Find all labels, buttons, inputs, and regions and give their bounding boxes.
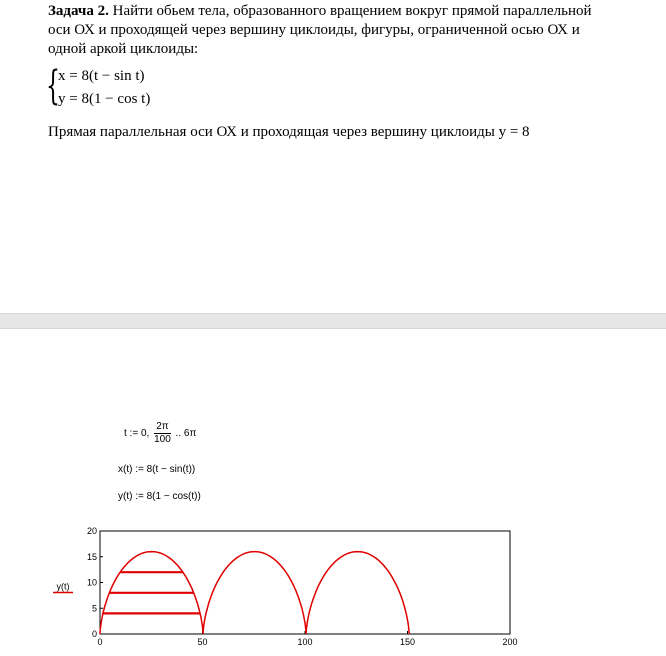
system-brace: { [46, 63, 60, 109]
task-statement [48, 2, 608, 59]
document-page-top [0, 0, 666, 313]
y-tick-label: 15 [86, 551, 97, 562]
x-definition: x(t) := 8(t − sin(t)) [118, 464, 196, 475]
y-tick-label: 0 [91, 629, 97, 639]
page-break [0, 313, 666, 329]
y-tick-label: 5 [91, 603, 97, 614]
range-definition [124, 421, 196, 455]
equation-x: x = 8(t − sin t) [58, 68, 145, 84]
equation-y: y = 8(1 − cos t) [58, 91, 151, 107]
task-label: Задача 2. [48, 3, 109, 19]
y-tick-label: 20 [86, 527, 97, 536]
range-prefix: t := 0, [124, 428, 150, 439]
x-tick-label: 100 [297, 637, 313, 647]
range-suffix: .. 6π [175, 428, 197, 439]
y-tick-label: 10 [86, 577, 97, 588]
x-tick-label: 200 [502, 637, 518, 647]
range-step-fraction [154, 421, 171, 446]
y-axis-label: y(t) [56, 581, 70, 592]
x-tick-label: 150 [399, 637, 416, 647]
document-page-bottom [0, 329, 666, 651]
plot-frame [100, 531, 510, 634]
x-tick-label: 0 [97, 637, 103, 647]
plot-svg [48, 527, 528, 651]
range-step-denominator: 100 [154, 434, 171, 445]
y-definition: y(t) := 8(1 − cos(t)) [118, 491, 201, 502]
x-tick-label: 50 [197, 637, 208, 647]
axis-note: Прямая параллельная оси ОХ и проходящая через вершину циклоиды y = 8 [48, 124, 530, 140]
range-step-numerator: 2π [154, 421, 171, 434]
cycloid-plot [48, 527, 528, 651]
task-text: Найти обьем тела, образованного вращением вокруг прямой параллельной оси ОХ и проходящей через вершину циклоиды, фигуры, ограниченной осью ОХ и одной аркой циклоиды: [48, 3, 592, 57]
